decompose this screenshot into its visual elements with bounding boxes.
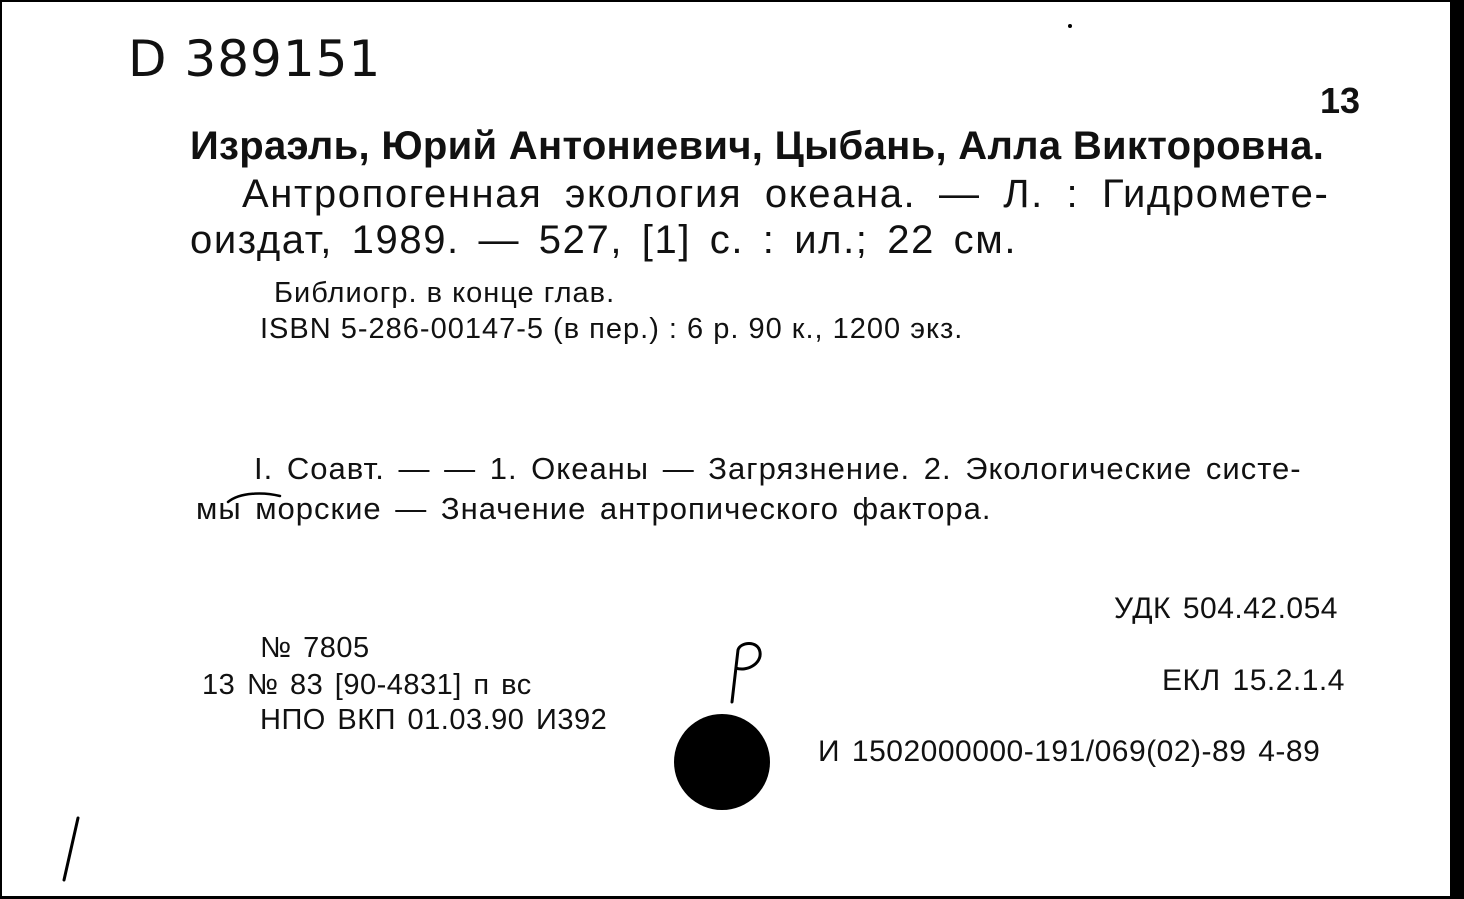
authors-heading: Израэль, Юрий Антониевич, Цыбань, Алла Викторовна. <box>190 124 1325 168</box>
udk-code: УДК 504.42.054 <box>1114 592 1338 625</box>
speck-mark <box>1062 20 1082 40</box>
order-line-2: 13 № 83 [90-4831] п вс <box>202 669 532 701</box>
index-code: И 1502000000-191/069(02)-89 4-89 <box>818 735 1321 768</box>
call-number: D 389151 <box>128 30 382 88</box>
pencil-stroke-mark <box>56 814 86 884</box>
isbn-note: ISBN 5-286-00147-5 (в пер.) : 6 р. 90 к., 1200 экз. <box>260 313 964 345</box>
card-number: 13 <box>1320 80 1361 121</box>
tracing-overline-mark <box>224 488 284 508</box>
order-line-3: НПО ВКП 01.03.90 И392 <box>260 704 608 736</box>
tracing-line-2: мы морские — Значение антропического фактора. <box>196 491 992 526</box>
order-line-1: № 7805 <box>260 632 370 664</box>
handwritten-mark <box>718 638 778 708</box>
tracing-line-1: I. Соавт. — — 1. Океаны — Загрязнение. 2. Экологические систе- <box>254 451 1302 486</box>
title-line-1: Антропогенная экология океана. — Л. : Гидромете- <box>242 172 1330 216</box>
ekl-code: ЕКЛ 15.2.1.4 <box>1162 664 1345 697</box>
bibliography-note: Библиогр. в конце глав. <box>274 277 616 309</box>
punch-hole-dot <box>674 714 770 810</box>
title-line-2: оиздат, 1989. — 527, [1] с. : ил.; 22 см. <box>190 218 1018 262</box>
